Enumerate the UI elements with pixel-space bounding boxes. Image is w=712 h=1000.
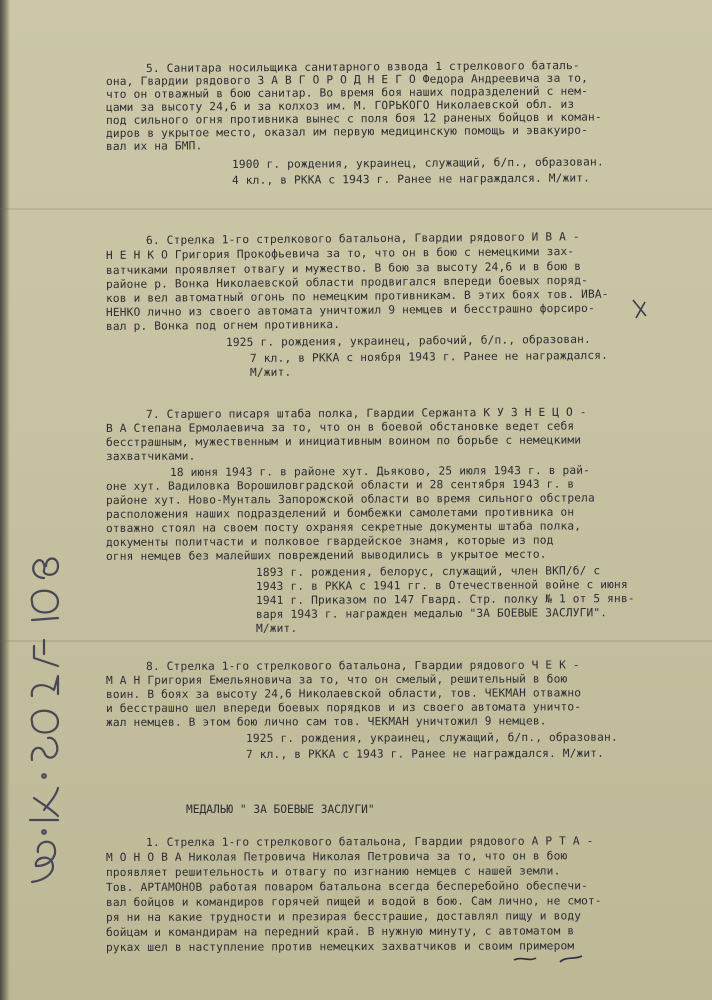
text-line: расположения наших подразделений и бомбежки самолетами противника он — [105, 505, 575, 521]
text-line: оне хут. Вадиловка Ворошиловградской области и 28 сентября 1943 г. в — [105, 477, 575, 493]
text-line: бойцам и командирам на передний край. В нужную минуту, с автоматом в — [105, 924, 575, 939]
text-line: захватчиками. — [105, 449, 196, 463]
handwritten-margin-annotation — [14, 470, 70, 890]
text-line: М/жит. — [249, 365, 292, 379]
text-line: жал немцев. В этом бою лично сам тов. ЧЕКМАН уничтожил 9 немцев. — [105, 714, 547, 729]
text-line: 7 кл., в РККА с ноября 1943 г. Ранее не награждался. — [249, 348, 609, 365]
text-line: вал их на БМП. — [105, 139, 203, 153]
text-line: ря ни на какие трудности и презирая бесстрашие, доставлял пищу и воду — [105, 909, 582, 924]
text-line: 7 кл., в РККА с 1943 г. Ранее не награждался. М/жит. — [245, 746, 605, 761]
text-line: вал бойцов и командиров горячей пищей и водой в бою. Сам лично, не смот- — [105, 894, 602, 909]
page-left-edge — [0, 0, 10, 1000]
text-line: 1943 г. в РККА с 1941 гг. в Отечественной войне с июня — [255, 578, 628, 593]
ink-mark — [510, 938, 590, 968]
text-line: 8. Стрелка 1-го стрелкового батальона, Гвардии рядового Ч Е К - — [145, 658, 580, 673]
text-line: воин. В боях за высоту 24,6 Николаевской области, тов. ЧЕКМАН отважно — [105, 686, 582, 701]
text-line: отважно стоял на своем посту охраняя секретные документы штаба полка, — [105, 519, 582, 535]
paper-fold — [0, 640, 712, 642]
text-line: документы политчасти и полковое гвардейское знамя, которые из под — [105, 533, 554, 549]
text-line: Н Е Н К О Григория Прокофьевича за то, что он в бою с немецкими зах- — [105, 244, 575, 262]
text-line: районе хут. Ново-Мунталь Запорожской области во время сильного обстрела — [105, 491, 595, 507]
text-line: руках шел в наступление против немецких захватчиков и своим примером — [105, 939, 575, 954]
text-line: районе р. Вонка Николаевской области продвигался впереди боевых поряд- — [105, 273, 589, 291]
text-line: проявляет решительность и отвагу по изгнанию немцев с нашей земли. — [105, 864, 561, 879]
text-line: 1893 г. рождения, белорус, служащий, член ВКП/б/ с — [255, 564, 601, 579]
text-line: 1900 г. рождения, украинец, служащий, б/п., образован. — [231, 155, 604, 171]
text-line: В А Степана Ермолаевича за то, что он в боевой обстановке ведет себя — [105, 419, 575, 435]
text-line: М О Н О В А Николая Петровича Николая Петровича за то, что он в бою — [105, 849, 568, 864]
text-line: ков и вел автоматный огонь по немецким противникам. В этих боях тов. ИВА- — [105, 287, 609, 305]
text-line: 4 кл., в РККА с 1943 г. Ранее не награждался. М/жит. — [231, 171, 591, 187]
text-line: вал р. Вонка под огнем противника. — [105, 317, 341, 333]
text-line: и бесстрашно шел впереди боевых порядков и из своего автомата уничто- — [105, 700, 582, 715]
section-heading: МЕДАЛЬЮ " ЗА БОЕВЫЕ ЗАСЛУГИ" — [186, 803, 375, 816]
text-line: она, Гвардии рядового З А В Г О Р О Д Н Е Г О Федора Андреевича за то, — [105, 71, 589, 88]
text-line: 6. Стрелка 1-го стрелкового батальона, Гвардии рядового И В А - — [145, 230, 580, 247]
text-line: 7. Старшего писаря штаба полка, Гвардии Сержанта К У З Н Е Ц О - — [145, 405, 587, 421]
text-line: огня немцев без малейших повреждений выводились в укрытое место. — [105, 547, 547, 563]
text-line: НЕНКО лично из своего автомата уничтожил 9 немцев и бесстрашно форсиро- — [105, 301, 595, 319]
text-line: варя 1943 г. награжден медалью "ЗА БОЕВЫЕ ЗАСЛУГИ". — [255, 606, 608, 621]
text-line: цами за высоту 24,6 и за колхоз им. М. ГОРЬКОГО Николаевской обл. из — [105, 97, 575, 114]
text-line: 1925 г. рождения, украинец, служащий, б/п., образован. — [245, 730, 618, 745]
text-line: М А Н Григория Емельяновича за то, что он смелый, решительный в бою — [105, 672, 568, 687]
text-line: 18 июня 1943 г. в районе хут. Дьяково, 25 июля 1943 г. в рай- — [169, 463, 591, 479]
text-line: 5. Санитара носильщика санитарного взвода 1 стрелкового баталь- — [145, 58, 580, 75]
text-line: 1941 г. Приказом по 147 Гвард. Стр. полку № 1 от 5 янв- — [255, 592, 635, 607]
text-line: ватчиками проявляет отвагу и мужество. В бою за высоту 24,6 и в бою в — [105, 259, 582, 277]
text-line: М/жит. — [255, 621, 298, 635]
text-line: 1. Стрелка 1-го стрелкового батальона, Гвардии рядового А Р Т А - — [145, 834, 594, 849]
paper-fold — [0, 208, 712, 210]
text-line: Тов. АРТАМОНОВ работая поваром батальона всегда бесперебойно обеспечи- — [105, 879, 589, 894]
text-line: бесстрашным, мужественным и инициативным воином по борьбе с немецкими — [105, 433, 582, 449]
text-line: что он отважный в бою санитар. Во время боя наших подразделений с нем- — [105, 84, 589, 101]
ink-mark — [630, 296, 650, 322]
text-line: под сильного огня противника вынес с поля боя 12 раненых бойцов и коман- — [105, 110, 602, 127]
text-line: диров в укрытое место, оказал им первую медицинскую помощь и эвакуиро- — [105, 123, 589, 140]
text-line: 1925 г. рождения, украинец, рабочий, б/п., образован. — [225, 332, 591, 349]
